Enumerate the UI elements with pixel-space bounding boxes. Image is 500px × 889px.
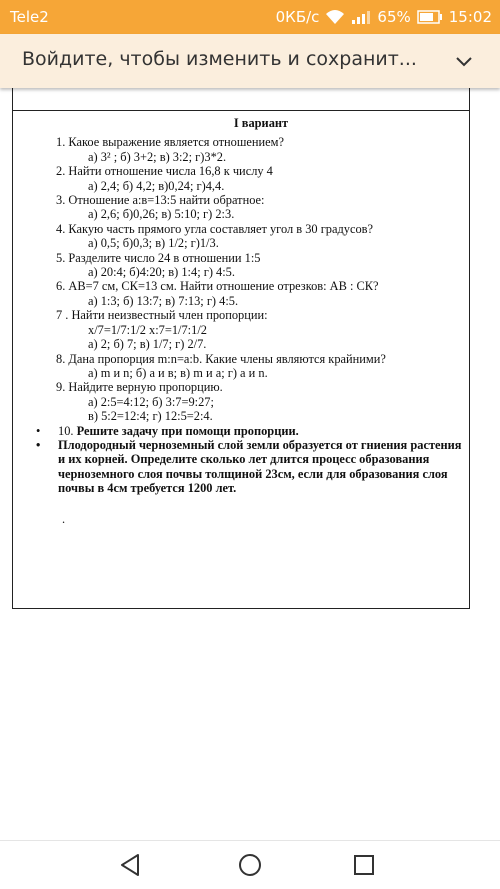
question-line: 9. Найдите верную пропорцию.	[56, 380, 223, 395]
worksheet	[14, 116, 468, 526]
task-10-text: Решите задачу при помощи пропорции.	[76, 423, 299, 438]
recent-apps-icon[interactable]	[352, 853, 376, 882]
answer-line: а) 3² ; б) 3+2; в) 3:2; г)3*2.	[88, 149, 227, 164]
answer-line: а) 2:5=4:12; б) 3:7=9:27;	[88, 394, 214, 409]
navigation-bar	[0, 840, 500, 889]
answer-line: а) 20:4; б)4:20; в) 1:4; г) 4:5.	[88, 265, 235, 280]
back-icon[interactable]	[118, 853, 142, 882]
question-line: 2. Найти отношение числа 16,8 к числу 4	[56, 164, 273, 179]
battery-icon	[417, 10, 443, 24]
answer-line: а) 1:3; б) 13:7; в) 7:13; г) 4:5.	[88, 293, 239, 308]
table-border-top	[12, 110, 470, 111]
battery-percent: 65%	[377, 8, 411, 26]
chevron-down-icon[interactable]	[456, 54, 472, 72]
answer-line: а) 2; б) 7; в) 1/7; г) 2/7.	[88, 337, 207, 352]
clock: 15:02	[448, 8, 492, 26]
answer-line: а) m и n; б) а и в; в) m и а; г) а и n.	[88, 365, 268, 380]
task-10-number: 10.	[58, 423, 77, 438]
question-line: 5. Разделите число 24 в отношении 1:5	[56, 250, 261, 265]
answer-line: а) 2,4; б) 4,2; в)0,24; г)4,4.	[88, 178, 225, 193]
banner-title: Войдите, чтобы изменить и сохранит...	[22, 48, 417, 70]
question-line: 1. Какое выражение является отношением?	[56, 135, 284, 150]
question-line: 6. АВ=7 см, СК=13 см. Найти отношение отрезков: АВ : СК?	[56, 279, 379, 294]
table-border-left	[12, 88, 13, 608]
question-line: 3. Отношение а:в=13:5 найти обратное:	[56, 193, 265, 208]
answer-line: х/7=1/7:1/2 х:7=1/7:1/2	[88, 322, 207, 337]
variant-title: I вариант	[233, 116, 289, 130]
table-border-right	[469, 88, 470, 608]
question-line: 4. Какую часть прямого угла составляет угол в 30 градусов?	[56, 221, 374, 236]
stray-dot: .	[62, 511, 66, 526]
wifi-icon	[325, 9, 345, 25]
question-line: 8. Дана пропорция m:n=a:b. Какие члены являются крайними?	[56, 351, 386, 366]
signal-icon	[351, 9, 371, 25]
answer-line: а) 0,5; б)0,3; в) 1/2; г)1/3.	[88, 236, 219, 251]
task-problem: • Плодородный черноземный слой земли образуется от гниения растения и их корней. Определите сколько лет длится процесс образования черноземного слоя почвы толщиной 23см, если для образования слоя почвы в 4см требуется 1200 лет.	[14, 438, 468, 496]
task-10	[14, 424, 468, 438]
carrier-name: Tele2	[10, 8, 49, 26]
answer-line: в) 5:2=12:4; г) 12:5=2:4.	[88, 409, 213, 424]
document-view[interactable]	[0, 88, 500, 840]
table-border-bottom	[12, 608, 470, 609]
question-list	[14, 135, 468, 423]
sign-in-banner[interactable]	[0, 34, 500, 88]
network-speed: 0КБ/с	[275, 8, 320, 26]
answer-line: а) 2,6; б)0,26; в) 5:10; г) 2:3.	[88, 207, 235, 222]
home-icon[interactable]	[238, 853, 262, 882]
status-bar	[0, 0, 500, 34]
question-line: 7 . Найти неизвестный член пропорции:	[56, 308, 268, 323]
